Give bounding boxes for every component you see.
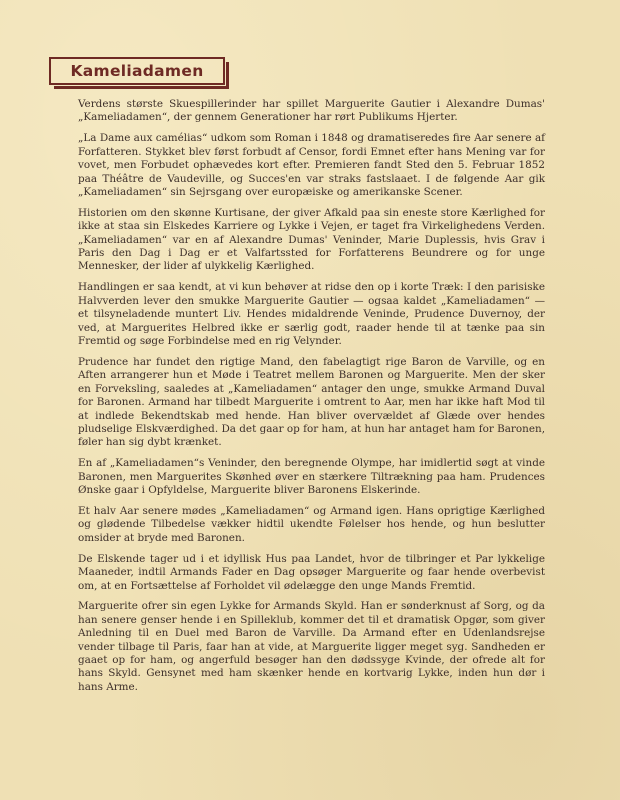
paragraph: De Elskende tager ud i et idyllisk Hus paa Landet, hvor de tilbringer et Par lykkelige Maaneder, indtil Armands Fader en Dag opsøger Marguerite og faar hende overbevist om, at en Fortsættelse af Forholdet vil ødelægge den unge Mands Fremtid.: [78, 552, 545, 592]
paragraph: En af „Kameliadamen“s Veninder, den beregnende Olympe, har imidlertid søgt at vinde Baronen, men Marguerites Skønhed øver en stærkere Tiltrækning paa ham. Prudences Ønske gaar i Opfyldelse, Marguerite bliver Baronens Elskerinde.: [78, 457, 545, 497]
paragraph: Verdens største Skuespillerinder har spillet Marguerite Gautier i Alexandre Dumas' „Kameliadamen“, der gennem Generationer har rørt Publikums Hjerter.: [78, 98, 545, 124]
paragraph: „La Dame aux camélias“ udkom som Roman i 1848 og dramatiseredes fire Aar senere af Forfatteren. Stykket blev først forbudt af Censor, fordi Emnet efter hans Mening var for vovet, men Forbudet ophævedes kort efter. Premieren fandt Sted den 5. Februar 1852 paa Théâtre de Vaudeville, og Succes'en var straks fastslaaet. I de følgende Aar gik „Kameliadamen“ sin Sejrsgang over europæiske og amerikanske Scener.: [78, 132, 545, 198]
paragraph: Marguerite ofrer sin egen Lykke for Armands Skyld. Han er sønderknust af Sorg, og da han senere genser hende i en Spilleklub, kommer det til et dramatisk Opgør, som giver Anledning til en Duel med Baron de Varville. Da Armand efter en Udenlandsrejse vender tilbage til Paris, faar han at vide, at Marguerite ligger meget syg. Sandheden er gaaet op for ham, og angerfuld besøger han den dødssyge Kvinde, der ofrede alt for hans Skyld. Gensynet med ham skænker hende en kortvarig Lykke, inden hun dør i hans Arme.: [78, 600, 545, 693]
paragraph: Handlingen er saa kendt, at vi kun behøver at ridse den op i korte Træk: I den parisiske Halvverden lever den smukke Marguerite Gautier — ogsaa kaldet „Kameliadamen“ — et tilsyneladende muntert Liv. Hendes midaldrende Veninde, Prudence Duvernoy, der ved, at Marguerites Helbred ikke er særlig godt, raader hende til at tænke paa sin Fremtid og søge Forbindelse med en rig Velynder.: [78, 281, 545, 347]
page-title: Kameliadamen: [70, 62, 204, 80]
title-frame: [49, 57, 225, 85]
article-body: [78, 98, 545, 702]
paragraph: Et halv Aar senere mødes „Kameliadamen“ og Armand igen. Hans oprigtige Kærlighed og glødende Tilbedelse vækker hidtil ukendte Følelser hos hende, og hun beslutter omsider at bryde med Baronen.: [78, 504, 545, 544]
paragraph: Prudence har fundet den rigtige Mand, den fabelagtigt rige Baron de Varville, og en Aften arrangerer hun et Møde i Teatret mellem Baronen og Marguerite. Men der sker en Forveksling, saaledes at „Kameliadamen“ antager den unge, smukke Armand Duval for Baronen. Armand har tilbedt Marguerite i omtrent to Aar, men har ikke haft Mod til at indlede Bekendtskab med hende. Han bliver overvældet af Glæde over hendes pludselige Elskværdighed. Da det gaar op for ham, at hun har antaget ham for Baronen, føler han sig dybt krænket.: [78, 355, 545, 449]
paragraph: Historien om den skønne Kurtisane, der giver Afkald paa sin eneste store Kærlighed for ikke at staa sin Elskedes Karriere og Lykke i Vejen, er taget fra Virkelighedens Verden. „Kameliadamen“ var en af Alexandre Dumas' Veninder, Marie Duplessis, hvis Grav i Paris den Dag i Dag er et Valfartssted for Forfatterens Beundrere og for unge Mennesker, der lider af ulykkelig Kærlighed.: [78, 206, 545, 273]
